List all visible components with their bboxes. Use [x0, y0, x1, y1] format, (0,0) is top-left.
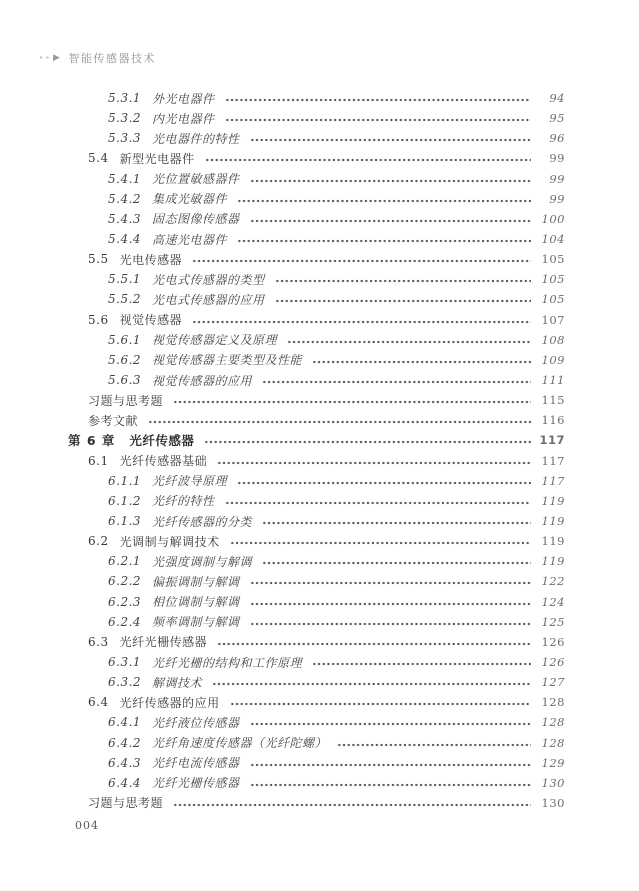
dot-leader	[250, 722, 531, 726]
toc-entry	[88, 531, 565, 551]
toc-entry-number: 6.2.3	[108, 594, 142, 609]
toc-entry-number: 第 6 章	[68, 433, 116, 449]
toc-entry	[108, 652, 565, 672]
toc-entry	[88, 793, 565, 813]
toc-entry	[68, 430, 565, 450]
dot-leader	[312, 662, 531, 666]
dot-leader	[250, 581, 531, 585]
toc-entry-page: 119	[541, 534, 565, 549]
toc-entry	[108, 712, 565, 732]
small-arrow-icon: ▸	[40, 54, 45, 61]
toc-entry-page: 107	[541, 312, 565, 327]
toc-entry-number: 6.4.2	[108, 735, 142, 750]
toc-entry	[88, 632, 565, 652]
toc-entry-number: 5.5.2	[108, 292, 142, 307]
toc-entry-title: 光纤波导原理	[152, 474, 228, 489]
toc-entry-number: 5.5	[88, 252, 109, 267]
toc-entry-title: 光纤传感器的应用	[119, 695, 220, 710]
toc-entry-page: 108	[541, 332, 565, 347]
toc-entry-number: 6.3.1	[108, 655, 142, 669]
toc-entry-page: 104	[541, 232, 565, 247]
toc-entry-page: 128	[541, 715, 565, 730]
dot-leader	[217, 642, 531, 646]
toc-entry	[108, 773, 565, 793]
toc-entry-number: 6.1.3	[108, 514, 142, 529]
toc-entry	[108, 330, 565, 350]
toc-entry-page: 125	[541, 614, 565, 629]
dot-leader	[192, 320, 531, 324]
dot-leader	[237, 239, 531, 243]
toc-entry-title: 光纤液位传感器	[152, 715, 240, 730]
toc-entry	[88, 451, 565, 471]
toc-entry-title: 内光电器件	[152, 111, 215, 126]
toc-entry-page: 111	[541, 373, 565, 388]
dot-leader	[337, 743, 531, 747]
toc-entry-title: 光纤传感器	[129, 433, 195, 449]
chevron-right-icon	[40, 54, 61, 63]
toc-entry	[108, 511, 565, 531]
toc-entry	[108, 571, 565, 591]
toc-entry-number: 6.4.4	[108, 775, 142, 790]
toc-entry-number: 5.3.2	[108, 111, 142, 126]
toc-entry	[88, 692, 565, 712]
toc-entry-page: 126	[541, 634, 565, 649]
toc-entry-title: 参考文献	[88, 413, 139, 428]
toc-entry-page: 122	[541, 574, 565, 589]
toc-entry-title: 高速光电器件	[152, 232, 228, 247]
toc-entry-page: 117	[541, 473, 565, 488]
toc-entry-number: 6.4	[88, 695, 109, 710]
toc-entry	[108, 269, 565, 289]
toc-entry-number: 5.4	[88, 151, 109, 166]
toc-entry-page: 128	[541, 735, 565, 750]
dot-leader	[205, 158, 531, 162]
toc-entry-number: 5.3.1	[108, 91, 142, 106]
toc-entry	[88, 390, 565, 410]
toc-entry-title: 光电式传感器的类型	[152, 272, 265, 287]
toc-entry	[108, 753, 565, 773]
toc-entry-title: 光纤电流传感器	[152, 756, 240, 771]
dot-leader	[225, 98, 531, 102]
toc-entry-page: 109	[541, 352, 565, 367]
toc-entry	[108, 108, 565, 128]
toc-entry	[108, 612, 565, 632]
toc-entry	[108, 592, 565, 612]
toc-entry	[108, 471, 565, 491]
toc-entry-title: 习题与思考题	[88, 393, 164, 408]
dot-leader	[237, 481, 531, 485]
toc-entry-title: 光纤角速度传感器（光纤陀螺）	[152, 736, 328, 751]
book-title: 智能传感器技术	[68, 52, 156, 65]
toc-entry-number: 5.5.1	[108, 272, 142, 287]
toc-entry-number: 6.1	[88, 453, 109, 468]
toc-entry-number: 6.1.1	[108, 473, 142, 488]
dot-leader	[192, 259, 531, 263]
toc-entry	[88, 249, 565, 269]
toc-entry-page: 96	[549, 131, 565, 146]
toc-entry-page: 119	[541, 493, 565, 508]
dot-leader	[204, 440, 531, 444]
toc-entry-page: 99	[549, 151, 565, 166]
running-header	[40, 50, 156, 66]
toc-list	[0, 88, 639, 813]
toc-entry-page: 99	[549, 171, 565, 186]
toc-entry-title: 光强度调制与解调	[152, 554, 253, 569]
toc-entry-page: 105	[541, 292, 565, 307]
toc-entry-title: 光纤传感器基础	[119, 454, 208, 469]
toc-entry-page: 130	[541, 775, 565, 790]
toc-entry-page: 100	[541, 211, 565, 226]
toc-entry-page: 124	[541, 594, 565, 609]
folio-page-number: 004	[75, 819, 99, 832]
toc-entry	[108, 229, 565, 249]
toc-entry-number: 6.2	[88, 534, 109, 549]
dot-leader	[173, 400, 531, 404]
dot-leader	[225, 501, 531, 505]
toc-entry-page: 129	[541, 755, 565, 770]
toc-entry-page: 127	[541, 675, 565, 690]
toc-entry-title: 新型光电器件	[119, 151, 195, 166]
dot-leader	[250, 763, 531, 767]
toc-entry	[108, 370, 565, 390]
toc-entry-title: 相位调制与解调	[152, 595, 240, 610]
dot-leader	[250, 138, 531, 142]
toc-entry-page: 130	[541, 795, 565, 810]
toc-entry	[108, 491, 565, 511]
toc-entry	[108, 289, 565, 309]
dot-leader	[225, 118, 531, 122]
toc-entry-page: 95	[549, 111, 565, 126]
toc-entry-page: 119	[541, 554, 565, 569]
dot-leader	[230, 541, 531, 545]
toc-entry	[108, 189, 565, 209]
toc-entry-title: 视觉传感器主要类型及性能	[152, 353, 303, 368]
toc-entry-title: 光位置敏感器件	[152, 172, 240, 187]
dot-leader	[262, 380, 531, 384]
toc-entry-title: 频率调制与解调	[152, 615, 240, 630]
toc-entry-title: 光纤光栅传感器	[119, 635, 208, 650]
toc-entry-number: 5.6	[88, 312, 109, 327]
toc-entry-title: 光纤光栅传感器	[152, 776, 240, 791]
dot-leader	[250, 219, 531, 223]
toc-entry	[108, 350, 565, 370]
toc-entry-title: 光电传感器	[119, 252, 183, 267]
toc-entry-title: 视觉传感器定义及原理	[152, 333, 278, 348]
toc-entry-title: 光电式传感器的应用	[152, 292, 265, 307]
toc-entry-number: 5.4.1	[108, 171, 142, 186]
toc-entry-number: 6.1.2	[108, 493, 142, 508]
dot-leader	[250, 179, 531, 183]
toc-entry-number: 6.2.2	[108, 574, 142, 589]
toc-entry-number: 6.4.1	[108, 715, 142, 730]
dot-leader	[237, 199, 531, 203]
toc-entry-title: 光纤光栅的结构和工作原理	[152, 655, 303, 670]
dot-leader	[262, 561, 531, 565]
toc-entry-page: 105	[541, 272, 565, 287]
toc-entry-page: 119	[541, 514, 565, 529]
toc-entry-page: 126	[541, 655, 565, 669]
toc-entry-page: 117	[541, 453, 565, 468]
toc-entry	[108, 169, 565, 189]
toc-entry-number: 5.4.4	[108, 232, 142, 247]
dot-leader	[250, 602, 531, 606]
toc-entry	[108, 733, 565, 753]
toc-entry-title: 光电器件的特性	[152, 131, 240, 146]
toc-entry-number: 5.6.3	[108, 373, 142, 388]
toc-entry-title: 固态图像传感器	[152, 212, 240, 227]
toc-entry-title: 光纤的特性	[152, 494, 215, 509]
toc-entry-title: 集成光敏器件	[152, 192, 228, 207]
toc-entry	[108, 209, 565, 229]
toc-entry-page: 105	[541, 252, 565, 267]
toc-entry-title: 视觉传感器	[119, 313, 183, 328]
dot-leader	[275, 279, 531, 283]
toc-entry-number: 5.6.2	[108, 352, 142, 367]
toc-entry	[108, 88, 565, 108]
dot-leader	[250, 622, 531, 626]
toc-entry-title: 偏振调制与解调	[152, 574, 240, 589]
toc-entry-page: 94	[549, 91, 565, 106]
toc-entry-page: 128	[541, 695, 565, 710]
dot-leader	[148, 420, 531, 424]
toc-entry-number: 6.3.2	[108, 675, 142, 690]
triangle-right-icon: ▶	[53, 52, 62, 63]
toc-entry-title: 习题与思考题	[88, 796, 164, 811]
dot-leader	[250, 783, 531, 787]
dot-leader	[287, 340, 531, 344]
toc-entry-title: 解调技术	[152, 675, 203, 690]
toc-entry-page: 99	[549, 191, 565, 206]
dot-leader	[275, 299, 531, 303]
dot-leader	[173, 803, 531, 807]
toc-entry-title: 光调制与解调技术	[119, 534, 220, 549]
toc-entry-title: 外光电器件	[152, 91, 215, 106]
toc-entry-page: 116	[541, 413, 565, 428]
toc-entry	[108, 551, 565, 571]
dot-leader	[230, 702, 531, 706]
toc-entry-number: 6.3	[88, 634, 109, 649]
toc-entry-page: 117	[539, 433, 565, 448]
toc-entry-number: 5.6.1	[108, 332, 142, 347]
toc-entry-page: 115	[541, 393, 565, 408]
toc-entry	[88, 410, 565, 430]
toc-entry-number: 6.4.3	[108, 755, 142, 770]
small-arrow-icon: ▸	[46, 54, 52, 61]
dot-leader	[312, 360, 531, 364]
toc-entry	[88, 148, 565, 168]
dot-leader	[217, 461, 531, 465]
toc-entry-title: 光纤传感器的分类	[152, 514, 253, 529]
dot-leader	[212, 682, 531, 686]
toc-entry-number: 6.2.4	[108, 614, 142, 629]
dot-leader	[262, 521, 531, 525]
toc-entry	[88, 310, 565, 330]
toc-entry	[108, 128, 565, 148]
toc-entry-number: 5.4.2	[108, 191, 142, 206]
toc-entry-title: 视觉传感器的应用	[152, 373, 253, 388]
toc-entry-number: 5.3.3	[108, 131, 142, 146]
toc-entry-number: 5.4.3	[108, 211, 142, 226]
toc-entry	[108, 672, 565, 692]
toc-entry-number: 6.2.1	[108, 554, 142, 569]
